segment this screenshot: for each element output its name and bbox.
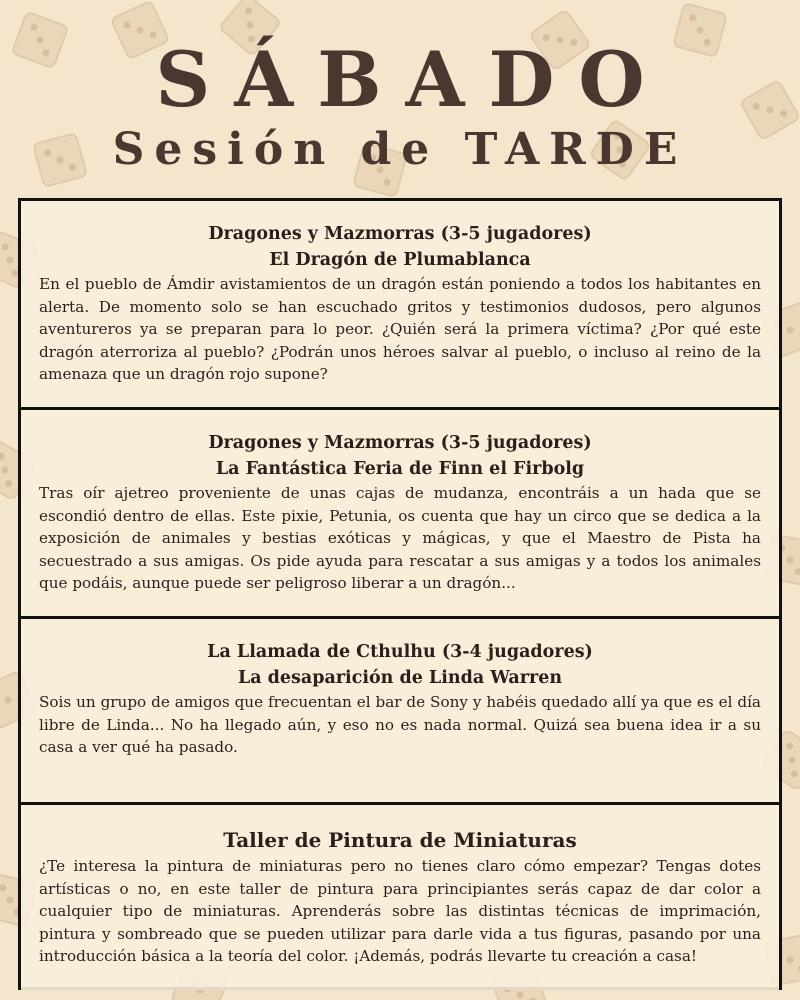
event-title: La desaparición de Linda Warren	[237, 668, 563, 688]
event-title: El Dragón de Plumablanca	[269, 250, 531, 270]
event-game: Dragones y Mazmorras (3-5 jugadores)	[208, 224, 592, 244]
event-title: Taller de Pintura de Miniaturas	[223, 828, 577, 852]
header	[0, 35, 800, 176]
event-description: Tras oír ajetreo proveniente de unas cajas de mudanza, encontráis a un hada que se escondió dentro de ellas. Este pixie, Petunia, os cuenta que hay un circo que se dedica a la exposición de animales y bestias exóticas y mágicas, y que el Maestro de Pista ha secuestrado a sus amigas. Os pide ayuda para rescatar a sus amigas y a todos los animales que podáis, aunque puede ser peligroso liberar a un dragón...	[39, 484, 761, 592]
session-title: Sesión de TARDE	[112, 124, 688, 175]
event-description: En el pueblo de Ámdir avistamientos de un dragón están poniendo a todos los habitantes en alerta. De momento solo se han escuchado gritos y testimonios dudosos, pero algunos aventureros ya se preparan para lo peor. ¿Quién será la primera víctima? ¿Por qué este dragón aterroriza al pueblo? ¿Podrán unos héroes salvar al pueblo, o incluso al reino de la amenaza que un dragón rojo supone?	[39, 275, 761, 383]
event-game: La Llamada de Cthulhu (3-4 jugadores)	[207, 642, 593, 662]
event-card	[21, 407, 779, 616]
event-description: Sois un grupo de amigos que frecuentan el bar de Sony y habéis quedado allí ya que es el día libre de Linda... No ha llegado aún, y eso no es nada normal. Quizá sea buena idea ir a su casa a ver qué ha pasado.	[39, 693, 761, 756]
day-title: SÁBADO	[155, 35, 669, 124]
event-description: ¿Te interesa la pintura de miniaturas pero no tienes claro cómo empezar? Tengas dotes artísticas o no, en este taller de pintura para principiantes serás capaz de dar color a cualquier tipo de miniaturas. Aprenderás sobre las distintas técnicas de imprimación, pintura y sombreado que se pueden utilizar para darle vida a tus figuras, pasando por una introducción básica a la teoría del color. ¡Además, podrás llevarte tu creación a casa!	[39, 857, 761, 965]
event-card	[21, 802, 779, 990]
events-panel	[18, 198, 782, 990]
event-card	[21, 616, 779, 802]
event-title: La Fantástica Feria de Finn el Firbolg	[215, 459, 585, 479]
event-card	[21, 201, 779, 407]
event-game: Dragones y Mazmorras (3-5 jugadores)	[208, 433, 592, 453]
